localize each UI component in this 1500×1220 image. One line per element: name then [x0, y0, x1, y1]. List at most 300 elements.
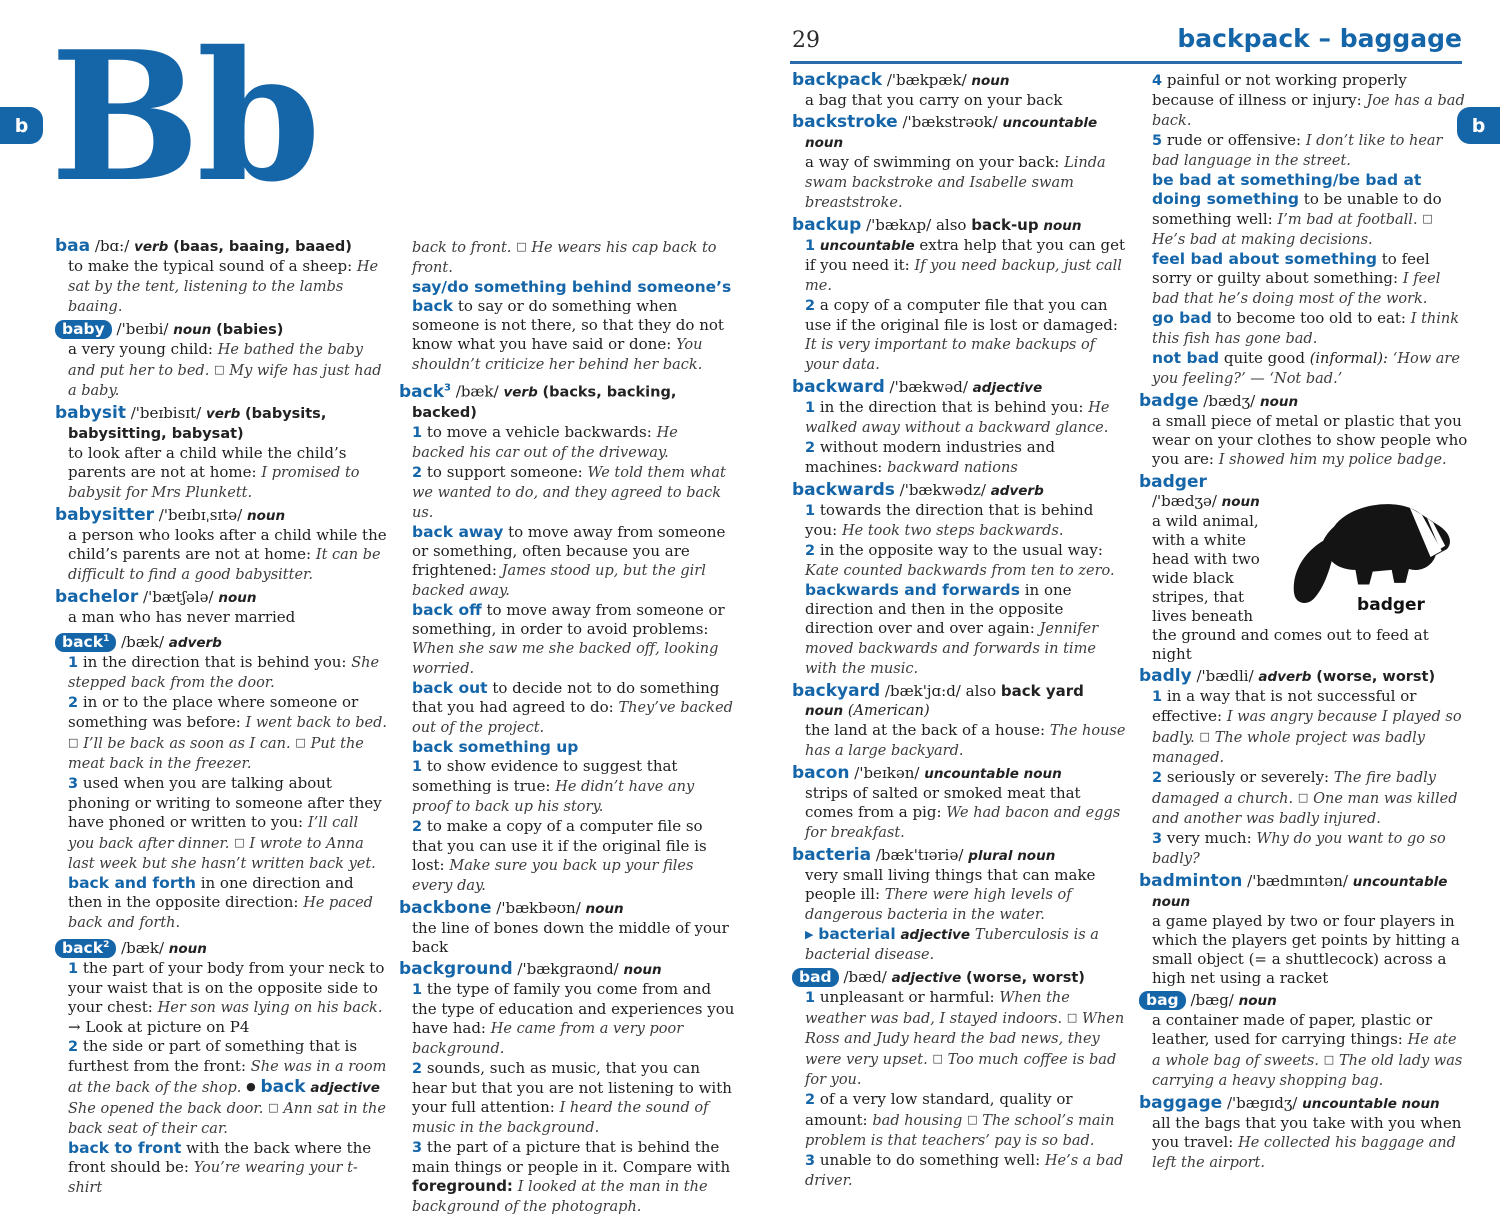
- pronunciation: /'bækgraʊnd/: [517, 959, 619, 978]
- pronunciation: /bæd/: [843, 968, 887, 986]
- thumb-tab-letter: b: [14, 114, 29, 137]
- entry-backstroke: [792, 113, 1126, 213]
- headword: backbone: [399, 897, 492, 918]
- part-of-speech: noun: [585, 900, 624, 917]
- sense-number: 2: [412, 1060, 423, 1077]
- entry-line: [399, 817, 735, 896]
- entry-line: [792, 682, 1126, 701]
- example-text: He didn’t have any proof to back up his story.: [412, 778, 695, 815]
- headword-pill: back$^2$: [55, 939, 116, 958]
- phrase-headword: go bad: [1152, 309, 1212, 327]
- part-of-speech: adjective: [900, 927, 971, 943]
- pronunciation: /'bækwəd/: [889, 378, 968, 396]
- entry-line: [792, 236, 1126, 296]
- sense-number: 1: [412, 981, 423, 998]
- part-of-speech: noun: [173, 322, 212, 338]
- phrase-headword: say/do something behind someone’s back: [412, 278, 732, 315]
- definition-text: in the opposite way to the usual way:: [819, 541, 1103, 559]
- entry-line: [792, 701, 1126, 721]
- entry-line: [1139, 872, 1469, 912]
- entry-line: [55, 653, 389, 693]
- headword: backyard: [792, 681, 881, 701]
- entry-line: [55, 320, 389, 340]
- sense-number: 1: [68, 655, 79, 672]
- example-text: Make sure you back up your files every day.: [412, 857, 694, 894]
- definition-text: very much:: [1166, 829, 1252, 847]
- separator-square-icon: □: [1323, 1053, 1335, 1066]
- headword: babysitter: [55, 505, 155, 525]
- entry-back-2-continued: [399, 237, 735, 375]
- part-of-speech: noun: [218, 590, 257, 606]
- entry-line: [1139, 309, 1469, 349]
- entry-line: [55, 936, 389, 959]
- sense-number: 2: [805, 298, 816, 314]
- example-text: He came from a very poor background.: [412, 1020, 684, 1057]
- entry-bad: [792, 968, 1126, 1191]
- entry-babysitter: [55, 506, 389, 585]
- separator-square-icon: □: [214, 363, 225, 376]
- entry-line: [55, 444, 389, 503]
- headword: backstroke: [792, 112, 898, 132]
- headword: backwards: [792, 480, 895, 500]
- sense-number: 1: [805, 990, 816, 1006]
- pronunciation: /'bægɪdʒ/: [1226, 1094, 1298, 1112]
- example-text: Too much coffee is bad for you.: [805, 1052, 1117, 1088]
- definition-text: also: [935, 216, 967, 234]
- entry-babysit: [55, 404, 389, 503]
- entry-line: [399, 1059, 735, 1138]
- entry-line: [1139, 250, 1469, 309]
- part-of-speech: adjective: [310, 1080, 380, 1097]
- example-text: Jennifer moved backwards and forwards in time with the music.: [805, 621, 1099, 677]
- entry-backup: [792, 216, 1126, 375]
- definition-text: a man who has never married: [68, 608, 296, 626]
- headword-pill: bag: [1139, 991, 1186, 1010]
- entry-backpack: [792, 71, 1126, 110]
- part-of-speech: verb: [503, 384, 538, 401]
- headword-pill: baby: [55, 320, 112, 339]
- part-of-speech: noun: [247, 508, 286, 524]
- entry-line: [1139, 1114, 1469, 1173]
- part-of-speech: uncountable noun: [1302, 1096, 1440, 1112]
- separator-square-icon: □: [967, 1113, 978, 1126]
- headword: backward: [792, 377, 885, 397]
- entry-line: [55, 237, 389, 257]
- sense-number: 1: [1152, 689, 1163, 705]
- example-text: I’ll be back as soon as I can.: [83, 736, 291, 753]
- phrase-headword: be bad at something/be bad at doing something: [1152, 171, 1422, 208]
- thumb-tab-letter: b: [1471, 114, 1486, 137]
- example-text: I was angry because I played so badly.: [1152, 709, 1462, 746]
- example-text: I’ll call you back after dinner.: [68, 815, 359, 853]
- definition-text: a wild animal, with a white head with two wide black stripes, that lives beneath the ground and comes out to feed at night: [1152, 512, 1429, 663]
- example-text: When the weather was bad, I stayed indoors.: [805, 990, 1070, 1027]
- entry-baa: [55, 237, 389, 317]
- entry-line: [55, 588, 389, 608]
- pronunciation: /bæk/: [455, 382, 499, 401]
- separator-square-icon: □: [234, 836, 245, 850]
- entry-line: [1139, 768, 1469, 829]
- headword: badly: [1139, 666, 1192, 686]
- entry-line: [792, 91, 1126, 110]
- headword: badge: [1139, 391, 1199, 411]
- note-text: (informal):: [1309, 351, 1388, 367]
- pronunciation: /'bækpæk/: [886, 71, 967, 89]
- definition-text: to say or do something when someone is not there, so that they do not know what you have said or done:: [412, 297, 724, 353]
- example-text: I promised to babysit for Mrs Plunkett.: [68, 465, 360, 501]
- entry-line: [792, 925, 1126, 965]
- sense-number: 2: [805, 543, 816, 559]
- headword-pill: bad: [792, 968, 839, 987]
- headword: bachelor: [55, 587, 139, 607]
- sense-number: 1: [805, 503, 816, 519]
- entry-badminton: [1139, 872, 1469, 988]
- definition-text: a bag that you carry on your back: [805, 91, 1063, 109]
- entry-line: [55, 693, 389, 774]
- example-text: backward nations: [887, 460, 1018, 476]
- definition-text: sounds, such as music, that you can hear but that you are not listening to with your full attention:: [412, 1058, 732, 1116]
- part-of-speech: uncountable noun: [1152, 874, 1448, 910]
- column-2: [399, 237, 735, 1220]
- definition-text: to move away from someone or something, often because you are frightened:: [412, 522, 726, 579]
- column-3: [792, 71, 1126, 1194]
- definition-text: to be unable to do something well:: [1152, 190, 1442, 228]
- pronunciation: /'bædʒə/: [1152, 492, 1217, 510]
- entry-line: [399, 463, 735, 523]
- part-of-speech: uncountable noun: [924, 766, 1062, 782]
- definition-text: a small piece of metal or plastic that you wear on your clothes to show people who you are:: [1152, 412, 1468, 468]
- entry-line: [399, 523, 735, 601]
- entry-bad-continued: [1139, 71, 1469, 389]
- entry-line: [792, 1151, 1126, 1191]
- example-text: They’ve backed out of the project.: [412, 699, 733, 736]
- phrase-headword: back something up: [412, 737, 579, 756]
- headword: badminton: [1139, 871, 1243, 891]
- example-text: bad housing: [872, 1113, 963, 1129]
- sense-number: 2: [68, 695, 79, 712]
- entry-back-2: [55, 936, 389, 1198]
- definition-text: in one direction and then in the opposite direction:: [68, 874, 354, 912]
- definition-text: the part of a picture that is behind the main things or people in it. Compare with: [412, 1137, 731, 1176]
- definition-text: to make the typical sound of a sheep:: [68, 257, 353, 275]
- entry-badly: [1139, 667, 1469, 869]
- separator-square-icon: □: [1422, 212, 1433, 225]
- entry-line: [792, 764, 1126, 784]
- example-text: She opened the back door.: [68, 1101, 264, 1118]
- entry-line: [792, 71, 1126, 91]
- separator-square-icon: □: [268, 1101, 279, 1115]
- sense-number: 2: [1152, 770, 1163, 786]
- entry-line: [55, 404, 389, 444]
- example-text: He bathed the baby and put her to bed.: [68, 342, 363, 379]
- entry-badge: [1139, 392, 1469, 470]
- sense-number: 3: [805, 1153, 816, 1169]
- sense-number: 1: [805, 238, 816, 254]
- definition-text: all the bags that you take with you when you travel:: [1152, 1114, 1462, 1151]
- entry-bag: [1139, 991, 1469, 1091]
- definition-text: without modern industries and machines:: [805, 438, 1055, 476]
- definition-text: to make a copy of a computer file so that you can use it if the original file is lost:: [412, 816, 707, 874]
- badger-illustration: [1273, 475, 1469, 615]
- entry-line: [55, 959, 389, 1018]
- entry-line: [55, 1018, 389, 1037]
- entry-line: [399, 980, 735, 1059]
- phrase-headword: back away: [412, 522, 504, 541]
- word-forms: (worse, worst): [966, 970, 1085, 986]
- definition-text: quite good: [1223, 349, 1305, 367]
- entry-line: [1139, 1011, 1469, 1091]
- entry-backwards: [792, 481, 1126, 679]
- pronunciation: /'beɪbɪˌsɪtə/: [158, 506, 243, 524]
- headword: badger: [1139, 472, 1207, 492]
- example-text: Ann sat in the back seat of their car.: [68, 1101, 386, 1138]
- entry-line: [792, 1090, 1126, 1151]
- example-text: Kate counted backwards from ten to zero.: [805, 563, 1115, 579]
- definition-text: very small living things that can make people ill:: [805, 866, 1096, 903]
- part-of-speech: uncountable: [819, 238, 915, 254]
- example-text: He wears his cap back to front.: [412, 240, 717, 276]
- definition-text: to look after a child while the child’s parents are not at home:: [68, 444, 347, 481]
- headword: background: [399, 958, 513, 979]
- example-text: She stepped back from the door.: [68, 655, 380, 692]
- definition-text: a copy of a computer file that you can use if the original file is lost or damaged:: [805, 296, 1118, 334]
- sense-number: 1: [805, 400, 816, 416]
- example-text: The old lady was carrying a heavy shopping bag.: [1152, 1053, 1463, 1089]
- pronunciation: /bɑ:/: [94, 237, 130, 255]
- definition-text: of a very low standard, quality or amount:: [805, 1090, 1073, 1129]
- entry-bachelor: [55, 588, 389, 627]
- definition-text: in the direction that is behind you:: [819, 398, 1084, 416]
- entry-line: [55, 340, 389, 401]
- part-of-speech: adjective: [891, 970, 962, 986]
- example-text: The whole project was badly managed.: [1152, 730, 1425, 766]
- section-letter: Bb: [50, 12, 317, 221]
- definition-text: a game played by two or four players in which the players get points by hitting a small object (= a shuttlecock) across a high net using a racket: [1152, 912, 1460, 987]
- separator-square-icon: □: [932, 1052, 943, 1065]
- example-text: I don’t like to hear bad language in the street.: [1152, 133, 1443, 169]
- entry-badger: [1139, 473, 1469, 664]
- headword: back$^3$: [399, 381, 451, 402]
- phrase-headword: backwards and forwards: [805, 581, 1020, 599]
- sense-number: 3: [412, 1139, 423, 1156]
- example-text: He walked away without a backward glance.: [805, 400, 1110, 436]
- phrase-headword: not bad: [1152, 349, 1220, 367]
- entry-line: [792, 784, 1126, 843]
- sense-number: 2: [412, 464, 423, 481]
- definition-text: a person who looks after a child while the child’s parents are not at home:: [68, 526, 387, 563]
- example-text: He sat by the tent, listening to the lambs baaing.: [68, 259, 379, 315]
- example-text: If you need backup, just call me.: [805, 258, 1122, 294]
- definition-text: a very young child:: [68, 340, 213, 358]
- example-text: I feel bad that he’s doing most of the work.: [1152, 271, 1441, 307]
- pronunciation: /bædʒ/: [1203, 392, 1256, 410]
- part-of-speech: adverb: [168, 635, 222, 652]
- definition-text: a way of swimming on your back:: [805, 153, 1060, 171]
- example-text: It can be difficult to find a good babysitter.: [68, 547, 381, 583]
- entry-line: [399, 423, 735, 463]
- sense-number: 4: [1152, 73, 1163, 89]
- definition-text: seriously or severely:: [1166, 768, 1330, 786]
- entry-line: [1139, 829, 1469, 869]
- entry-line: [792, 988, 1126, 1090]
- part-of-speech: noun: [805, 703, 844, 719]
- headword: backpack: [792, 70, 883, 90]
- phrase-headword: back to front: [68, 1139, 182, 1158]
- pronunciation: /'bædli/: [1196, 667, 1254, 685]
- headword: baggage: [1139, 1093, 1223, 1113]
- entry-baby: [55, 320, 389, 401]
- separator-square-icon: □: [295, 736, 306, 750]
- part-of-speech: adjective: [972, 380, 1043, 396]
- entry-back-1: [55, 630, 389, 933]
- entry-line: [55, 774, 389, 874]
- part-of-speech: noun: [623, 961, 662, 978]
- part-of-speech: uncountable noun: [805, 115, 1098, 151]
- entry-background: [399, 960, 735, 1217]
- example-text: Her son was lying on his back.: [157, 1000, 383, 1017]
- sense-number: 3: [1152, 831, 1163, 847]
- entry-bacteria: [792, 846, 1126, 965]
- part-of-speech: noun: [1043, 218, 1082, 234]
- sense-number: 1: [412, 424, 423, 441]
- badger-drawing: [1273, 475, 1469, 613]
- sense-number: 2: [805, 1092, 816, 1108]
- entry-line: [55, 608, 389, 627]
- entry-line: [792, 153, 1126, 213]
- word-forms: (worse, worst): [1316, 669, 1436, 685]
- definition-text: in the direction that is behind you:: [82, 653, 347, 672]
- example-text: There were high levels of dangerous bacteria in the water.: [805, 887, 1072, 923]
- page-number: 29: [792, 28, 820, 53]
- entry-line: [1139, 349, 1469, 389]
- arrow-icon: →: [68, 1018, 81, 1037]
- illustration-caption: badger: [1357, 595, 1425, 615]
- entry-line: [1139, 131, 1469, 171]
- sense-number: 1: [412, 758, 423, 775]
- separator-square-icon: □: [1199, 730, 1210, 743]
- definition-text: extra help that you can get if you need it:: [805, 236, 1125, 274]
- definition-text: also: [965, 682, 997, 700]
- example-text: ‘How are you feeling?’ — ‘Not bad.’: [1152, 351, 1460, 387]
- bold-term: back-up: [971, 216, 1039, 234]
- definition-text: in one direction and then in the opposite direction over and over again:: [805, 581, 1072, 637]
- entry-line: [1139, 912, 1469, 988]
- headword: backup: [792, 215, 862, 235]
- entry-line: [399, 960, 735, 980]
- headword: back: [260, 1077, 306, 1098]
- example-text: I looked at the man in the background of the photograph.: [412, 1178, 708, 1215]
- example-text: The house has a large backyard.: [805, 723, 1126, 759]
- entry-line: [55, 1037, 389, 1139]
- example-text: The school’s main problem is that teachers’ pay is so bad.: [805, 1113, 1115, 1149]
- entry-line: [792, 378, 1126, 398]
- definition-text: painful or not working properly because of illness or injury:: [1152, 71, 1407, 109]
- separator-square-icon: □: [68, 736, 79, 750]
- example-text: We had bacon and eggs for breakfast.: [805, 805, 1121, 841]
- pronunciation: /'bædmɪntən/: [1247, 872, 1348, 890]
- pronunciation: /bæk'tɪəriə/: [875, 846, 964, 864]
- example-text: I heard the sound of music in the background.: [412, 1099, 709, 1136]
- entry-line: [399, 757, 735, 817]
- phrase-headword: back out: [412, 678, 488, 697]
- column-1: [55, 237, 389, 1201]
- pronunciation: /'beɪkən/: [854, 764, 920, 782]
- triangle-icon: ▶: [805, 928, 814, 941]
- part-of-speech: verb: [205, 406, 241, 422]
- example-text: You shouldn’t criticize her behind her back.: [412, 337, 703, 373]
- example-text: Tuberculosis is a bacterial disease.: [805, 927, 1099, 963]
- phrase-headword: back and forth: [68, 874, 196, 893]
- headword: bacon: [792, 763, 850, 783]
- pronunciation: /'bætʃələ/: [143, 588, 214, 606]
- definition-text: to move away from someone or something, in order to avoid problems:: [412, 600, 725, 638]
- entry-line: [792, 541, 1126, 581]
- pronunciation: /'bækstrəʊk/: [902, 113, 998, 131]
- entry-line: [399, 237, 735, 278]
- example-text: Joe has a bad back.: [1152, 93, 1465, 129]
- definition-text: to support someone:: [426, 462, 583, 481]
- entry-line: [1139, 392, 1469, 412]
- definition-text: to feel sorry or guilty about something:: [1152, 250, 1430, 287]
- pronunciation: /'beɪbi/: [116, 320, 169, 338]
- entry-line: [792, 846, 1126, 866]
- part-of-speech: verb: [134, 239, 169, 255]
- entry-line: [792, 296, 1126, 375]
- pronunciation: /'bækʌp/: [866, 216, 932, 234]
- entry-line: [1139, 991, 1469, 1011]
- definition-text: the part of your body from your neck to your waist that is on the opposite side to your chest:: [68, 959, 385, 1017]
- entry-line: [1139, 667, 1469, 687]
- sense-number: 2: [412, 818, 423, 835]
- definition-text: the line of bones down the middle of your back: [412, 918, 729, 956]
- entry-line: [55, 874, 389, 933]
- definition-text: to show evidence to suggest that something is true:: [412, 756, 678, 795]
- definition-text: the land at the back of a house:: [805, 721, 1046, 739]
- example-text: Why do you want to go so badly?: [1152, 831, 1446, 867]
- entry-line: [399, 278, 735, 375]
- definition-text: rude or offensive:: [1166, 131, 1302, 149]
- entry-line: [792, 481, 1126, 501]
- example-text: When she saw me she backed off, looking worried.: [412, 640, 719, 677]
- part-of-speech: noun: [971, 73, 1010, 89]
- sense-number: 2: [68, 1039, 79, 1056]
- sense-number: 3: [68, 776, 79, 793]
- pronunciation: /bæk/: [121, 633, 165, 652]
- pronunciation: /'bækwədz/: [899, 481, 986, 499]
- part-of-speech: adverb: [1258, 669, 1312, 685]
- example-text: He ate a whole bag of sweets.: [1152, 1032, 1457, 1069]
- entry-line: [55, 630, 389, 653]
- phrase-headword: feel bad about something: [1152, 250, 1377, 268]
- definition-text: the type of family you come from and the type of education and experiences you have had:: [412, 979, 735, 1037]
- pronunciation: /bæk/: [121, 939, 165, 958]
- part-of-speech: adverb: [990, 483, 1044, 499]
- sense-number: 1: [68, 961, 79, 978]
- entry-line: [1139, 412, 1469, 470]
- example-text: He backed his car out of the driveway.: [412, 424, 678, 461]
- example-text: We told them what we wanted to do, and they agreed to back us.: [412, 464, 726, 521]
- entry-line: [399, 1138, 735, 1217]
- pronunciation: /bæk'jɑ:d/: [884, 682, 961, 700]
- definition-text: Look at picture on P4: [85, 1018, 250, 1037]
- example-text: James stood up, but the girl backed away.: [412, 562, 706, 599]
- definition-text: towards the direction that is behind you:: [805, 501, 1094, 539]
- entry-backyard: [792, 682, 1126, 761]
- sense-number: 5: [1152, 133, 1163, 149]
- definition-text: to become too old to eat:: [1216, 309, 1406, 327]
- entry-line: [1139, 687, 1469, 768]
- word-forms: (babies): [216, 322, 284, 338]
